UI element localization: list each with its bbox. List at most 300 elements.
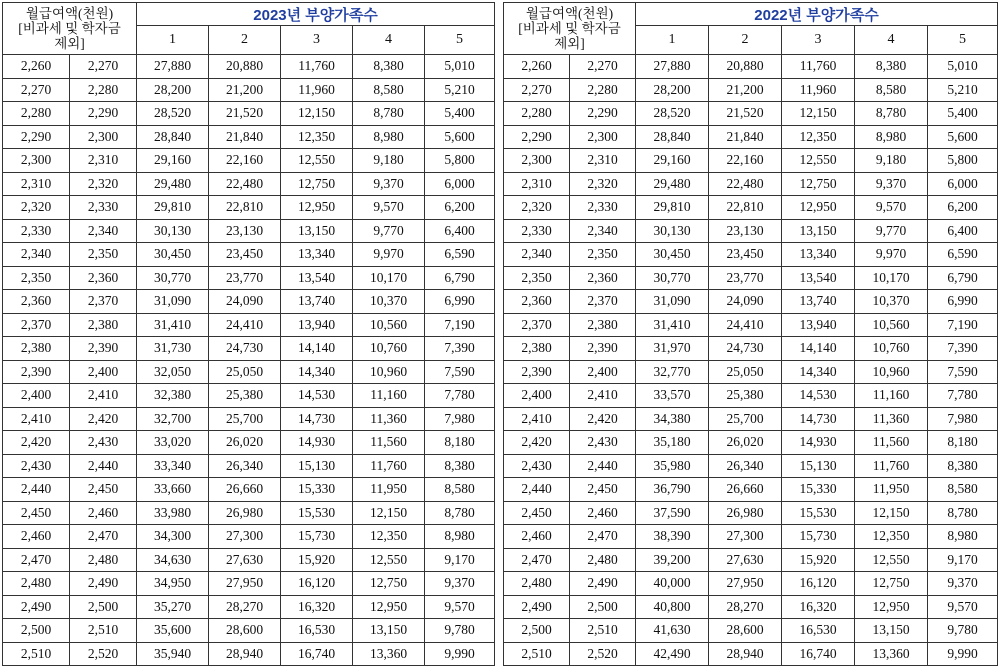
dependents-2-cell: 26,980 — [709, 501, 782, 525]
table-row — [504, 172, 998, 196]
dependents-3-cell: 13,940 — [281, 313, 353, 337]
range-to-cell: 2,280 — [570, 78, 636, 102]
dependents-4-cell: 9,770 — [353, 219, 425, 243]
range-from-cell: 2,260 — [3, 55, 70, 79]
dependents-5-cell: 7,390 — [425, 337, 495, 361]
range-to-cell: 2,310 — [570, 149, 636, 173]
dependents-4-cell: 12,150 — [353, 501, 425, 525]
range-to-cell: 2,270 — [570, 55, 636, 79]
dependents-4-cell: 8,580 — [353, 78, 425, 102]
dependents-3-cell: 15,530 — [782, 501, 855, 525]
table-row — [504, 384, 998, 408]
range-from-cell: 2,480 — [3, 572, 70, 596]
dependents-2-cell: 22,160 — [709, 149, 782, 173]
range-to-cell: 2,290 — [70, 102, 137, 126]
dependents-1-cell: 39,200 — [636, 548, 709, 572]
range-from-cell: 2,440 — [504, 478, 570, 502]
range-to-cell: 2,350 — [70, 243, 137, 267]
range-to-cell: 2,410 — [70, 384, 137, 408]
range-from-cell: 2,460 — [3, 525, 70, 549]
dependents-4-cell: 10,560 — [353, 313, 425, 337]
range-to-cell: 2,520 — [570, 642, 636, 666]
dependents-3-cell: 14,730 — [782, 407, 855, 431]
dependents-4-cell: 11,760 — [855, 454, 928, 478]
salary-header-line3: 제외] — [554, 36, 585, 51]
dependents-2-cell: 23,770 — [209, 266, 281, 290]
dependents-3-cell: 13,740 — [782, 290, 855, 314]
dependents-4-cell: 10,560 — [855, 313, 928, 337]
table-row — [3, 266, 495, 290]
dependents-4-cell: 12,950 — [855, 595, 928, 619]
dependents-3-cell: 16,320 — [281, 595, 353, 619]
range-from-cell: 2,340 — [3, 243, 70, 267]
dependents-1-cell: 29,810 — [636, 196, 709, 220]
dependents-3-cell: 12,550 — [281, 149, 353, 173]
dependents-2-cell: 26,020 — [709, 431, 782, 455]
dependents-2-cell: 27,630 — [709, 548, 782, 572]
dependents-1-cell: 30,770 — [137, 266, 209, 290]
salary-header-line2: [비과세 및 학자금 — [18, 21, 121, 36]
dependents-5-cell: 5,400 — [425, 102, 495, 126]
range-to-cell: 2,490 — [570, 572, 636, 596]
range-from-cell: 2,430 — [3, 454, 70, 478]
dependents-5-cell: 8,380 — [928, 454, 998, 478]
dependents-4-cell: 9,970 — [353, 243, 425, 267]
dependents-3-cell: 14,930 — [782, 431, 855, 455]
dependents-2-cell: 20,880 — [209, 55, 281, 79]
range-from-cell: 2,290 — [504, 125, 570, 149]
dependents-5-cell: 9,570 — [425, 595, 495, 619]
dependents-4-cell: 8,780 — [353, 102, 425, 126]
dependents-4-cell: 11,560 — [855, 431, 928, 455]
range-to-cell: 2,370 — [70, 290, 137, 314]
dependents-4-cell: 10,170 — [353, 266, 425, 290]
dependents-1-cell: 28,840 — [137, 125, 209, 149]
dependents-3-cell: 11,960 — [281, 78, 353, 102]
dependents-2-cell: 26,340 — [209, 454, 281, 478]
dependents-1-cell: 33,980 — [137, 501, 209, 525]
dependents-1-cell: 31,970 — [636, 337, 709, 361]
range-from-cell: 2,350 — [3, 266, 70, 290]
dependents-5-cell: 7,780 — [425, 384, 495, 408]
dependents-4-cell: 13,360 — [855, 642, 928, 666]
dependents-2-cell: 24,090 — [209, 290, 281, 314]
dependents-5-cell: 6,000 — [425, 172, 495, 196]
range-to-cell: 2,390 — [70, 337, 137, 361]
range-from-cell: 2,460 — [504, 525, 570, 549]
range-to-cell: 2,420 — [70, 407, 137, 431]
dependents-4-cell: 11,360 — [855, 407, 928, 431]
range-to-cell: 2,380 — [70, 313, 137, 337]
range-to-cell: 2,330 — [70, 196, 137, 220]
range-from-cell: 2,470 — [504, 548, 570, 572]
dependents-5-cell: 6,400 — [928, 219, 998, 243]
range-to-cell: 2,470 — [570, 525, 636, 549]
dependents-2-cell: 23,130 — [209, 219, 281, 243]
dependents-1-cell: 31,410 — [636, 313, 709, 337]
dependents-1-cell: 40,000 — [636, 572, 709, 596]
dependents-4-cell: 9,370 — [855, 172, 928, 196]
range-from-cell: 2,390 — [3, 360, 70, 384]
dependents-2-cell: 28,270 — [709, 595, 782, 619]
dependents-4-cell: 12,950 — [353, 595, 425, 619]
dependents-1-cell: 28,520 — [137, 102, 209, 126]
table-row — [504, 595, 998, 619]
dependents-5-cell: 5,600 — [928, 125, 998, 149]
dependents-3-cell: 15,920 — [782, 548, 855, 572]
dependents-4-cell: 12,550 — [353, 548, 425, 572]
table-row — [3, 219, 495, 243]
table-row — [504, 407, 998, 431]
range-to-cell: 2,290 — [570, 102, 636, 126]
dependents-2-cell: 21,840 — [709, 125, 782, 149]
dependents-header-4: 4 — [353, 26, 425, 55]
range-to-cell: 2,270 — [70, 55, 137, 79]
dependents-2-cell: 28,600 — [709, 619, 782, 643]
dependents-2-cell: 24,410 — [209, 313, 281, 337]
dependents-3-cell: 12,150 — [281, 102, 353, 126]
dependents-5-cell: 8,780 — [928, 501, 998, 525]
dependents-3-cell: 14,530 — [281, 384, 353, 408]
dependents-2-cell: 23,130 — [709, 219, 782, 243]
dependents-1-cell: 34,300 — [137, 525, 209, 549]
table-row — [504, 337, 998, 361]
dependents-1-cell: 28,840 — [636, 125, 709, 149]
dependents-2-cell: 23,450 — [709, 243, 782, 267]
dependents-1-cell: 29,160 — [137, 149, 209, 173]
salary-header-line2: [비과세 및 학자금 — [518, 21, 621, 36]
dependents-3-cell: 13,340 — [782, 243, 855, 267]
dependents-4-cell: 8,380 — [353, 55, 425, 79]
dependents-2-cell: 22,480 — [209, 172, 281, 196]
table-row — [3, 313, 495, 337]
dependents-5-cell: 9,570 — [928, 595, 998, 619]
dependents-3-cell: 15,920 — [281, 548, 353, 572]
dependents-5-cell: 8,580 — [425, 478, 495, 502]
range-from-cell: 2,290 — [3, 125, 70, 149]
dependents-4-cell: 13,150 — [855, 619, 928, 643]
dependents-3-cell: 15,730 — [782, 525, 855, 549]
dependents-4-cell: 12,350 — [855, 525, 928, 549]
dependents-1-cell: 34,380 — [636, 407, 709, 431]
table-title: 2022년 부양가족수 — [636, 3, 998, 26]
dependents-5-cell: 5,800 — [928, 149, 998, 173]
dependents-4-cell: 9,370 — [353, 172, 425, 196]
dependents-2-cell: 27,950 — [209, 572, 281, 596]
range-from-cell: 2,490 — [3, 595, 70, 619]
dependents-1-cell: 31,730 — [137, 337, 209, 361]
table-row — [3, 243, 495, 267]
dependents-3-cell: 16,120 — [281, 572, 353, 596]
dependents-header-2: 2 — [209, 26, 281, 55]
dependents-5-cell: 6,990 — [928, 290, 998, 314]
range-to-cell: 2,480 — [570, 548, 636, 572]
table-row — [3, 642, 495, 666]
dependents-2-cell: 21,200 — [709, 78, 782, 102]
dependents-4-cell: 12,350 — [353, 525, 425, 549]
dependents-2-cell: 27,300 — [209, 525, 281, 549]
dependents-5-cell: 7,190 — [928, 313, 998, 337]
range-to-cell: 2,300 — [70, 125, 137, 149]
table-row — [3, 548, 495, 572]
dependents-4-cell: 9,570 — [353, 196, 425, 220]
range-to-cell: 2,480 — [70, 548, 137, 572]
range-to-cell: 2,300 — [570, 125, 636, 149]
range-from-cell: 2,420 — [3, 431, 70, 455]
dependents-3-cell: 16,320 — [782, 595, 855, 619]
dependents-2-cell: 21,200 — [209, 78, 281, 102]
dependents-5-cell: 5,010 — [425, 55, 495, 79]
table-row — [3, 360, 495, 384]
range-from-cell: 2,310 — [504, 172, 570, 196]
table-row — [504, 102, 998, 126]
range-from-cell: 2,370 — [504, 313, 570, 337]
dependents-5-cell: 6,590 — [425, 243, 495, 267]
table-row — [504, 78, 998, 102]
dependents-1-cell: 33,340 — [137, 454, 209, 478]
range-from-cell: 2,380 — [3, 337, 70, 361]
table-row — [504, 454, 998, 478]
dependents-3-cell: 12,350 — [782, 125, 855, 149]
dependents-3-cell: 15,130 — [782, 454, 855, 478]
dependents-1-cell: 29,160 — [636, 149, 709, 173]
dependents-3-cell: 11,960 — [782, 78, 855, 102]
dependents-5-cell: 6,400 — [425, 219, 495, 243]
dependents-4-cell: 11,560 — [353, 431, 425, 455]
range-from-cell: 2,330 — [504, 219, 570, 243]
dependents-header-4: 4 — [855, 26, 928, 55]
dependents-1-cell: 34,630 — [137, 548, 209, 572]
dependents-3-cell: 13,940 — [782, 313, 855, 337]
dependents-2-cell: 27,630 — [209, 548, 281, 572]
dependents-2-cell: 24,090 — [709, 290, 782, 314]
table-row — [3, 619, 495, 643]
dependents-5-cell: 7,590 — [928, 360, 998, 384]
dependents-3-cell: 16,740 — [281, 642, 353, 666]
range-from-cell: 2,490 — [504, 595, 570, 619]
dependents-5-cell: 8,180 — [928, 431, 998, 455]
range-from-cell: 2,370 — [3, 313, 70, 337]
dependents-header-3: 3 — [281, 26, 353, 55]
dependents-5-cell: 9,780 — [928, 619, 998, 643]
range-from-cell: 2,320 — [3, 196, 70, 220]
dependents-1-cell: 34,950 — [137, 572, 209, 596]
dependents-5-cell: 5,210 — [928, 78, 998, 102]
range-to-cell: 2,470 — [70, 525, 137, 549]
range-from-cell: 2,410 — [504, 407, 570, 431]
dependents-1-cell: 32,770 — [636, 360, 709, 384]
table-row — [504, 619, 998, 643]
dependents-1-cell: 27,880 — [636, 55, 709, 79]
range-to-cell: 2,320 — [570, 172, 636, 196]
range-from-cell: 2,450 — [3, 501, 70, 525]
range-from-cell: 2,330 — [3, 219, 70, 243]
table-row — [3, 149, 495, 173]
dependents-5-cell: 9,170 — [928, 548, 998, 572]
table-row — [504, 548, 998, 572]
range-to-cell: 2,500 — [570, 595, 636, 619]
range-to-cell: 2,380 — [570, 313, 636, 337]
range-to-cell: 2,360 — [570, 266, 636, 290]
dependents-1-cell: 33,660 — [137, 478, 209, 502]
table-row — [3, 384, 495, 408]
dependents-4-cell: 8,580 — [855, 78, 928, 102]
dependents-3-cell: 15,130 — [281, 454, 353, 478]
dependents-5-cell: 6,790 — [928, 266, 998, 290]
dependents-1-cell: 29,810 — [137, 196, 209, 220]
dependents-5-cell: 7,390 — [928, 337, 998, 361]
dependents-1-cell: 35,600 — [137, 619, 209, 643]
dependents-2-cell: 26,660 — [709, 478, 782, 502]
dependents-4-cell: 9,770 — [855, 219, 928, 243]
dependents-3-cell: 16,530 — [782, 619, 855, 643]
dependents-5-cell: 7,190 — [425, 313, 495, 337]
table-row — [3, 525, 495, 549]
dependents-header-2: 2 — [709, 26, 782, 55]
dependents-2-cell: 26,340 — [709, 454, 782, 478]
dependents-2-cell: 22,480 — [709, 172, 782, 196]
dependents-5-cell: 5,800 — [425, 149, 495, 173]
range-from-cell: 2,340 — [504, 243, 570, 267]
range-from-cell: 2,260 — [504, 55, 570, 79]
table-row — [504, 290, 998, 314]
dependents-3-cell: 13,340 — [281, 243, 353, 267]
dependents-1-cell: 31,090 — [137, 290, 209, 314]
table-row — [504, 572, 998, 596]
dependents-2-cell: 28,940 — [209, 642, 281, 666]
dependents-3-cell: 16,740 — [782, 642, 855, 666]
range-to-cell: 2,440 — [570, 454, 636, 478]
dependents-2-cell: 28,270 — [209, 595, 281, 619]
dependents-1-cell: 30,450 — [137, 243, 209, 267]
dependents-2-cell: 26,020 — [209, 431, 281, 455]
dependents-header-5: 5 — [425, 26, 495, 55]
dependents-2-cell: 25,050 — [709, 360, 782, 384]
dependents-4-cell: 11,950 — [353, 478, 425, 502]
dependents-1-cell: 33,020 — [137, 431, 209, 455]
range-from-cell: 2,430 — [504, 454, 570, 478]
range-to-cell: 2,320 — [70, 172, 137, 196]
dependents-3-cell: 12,750 — [281, 172, 353, 196]
range-to-cell: 2,400 — [570, 360, 636, 384]
dependents-5-cell: 7,590 — [425, 360, 495, 384]
range-from-cell: 2,300 — [504, 149, 570, 173]
table-row — [504, 196, 998, 220]
dependents-1-cell: 33,570 — [636, 384, 709, 408]
range-from-cell: 2,400 — [504, 384, 570, 408]
range-to-cell: 2,310 — [70, 149, 137, 173]
table-row — [3, 337, 495, 361]
table-row — [504, 642, 998, 666]
table-row — [3, 407, 495, 431]
dependents-4-cell: 9,970 — [855, 243, 928, 267]
dependents-1-cell: 35,980 — [636, 454, 709, 478]
table-row — [504, 360, 998, 384]
dependents-5-cell: 9,370 — [425, 572, 495, 596]
dependents-4-cell: 12,750 — [353, 572, 425, 596]
dependents-2-cell: 26,660 — [209, 478, 281, 502]
tax-table-2023 — [2, 2, 495, 666]
dependents-1-cell: 30,770 — [636, 266, 709, 290]
range-from-cell: 2,310 — [3, 172, 70, 196]
dependents-3-cell: 16,530 — [281, 619, 353, 643]
range-from-cell: 2,360 — [504, 290, 570, 314]
table-row — [504, 55, 998, 79]
dependents-4-cell: 11,950 — [855, 478, 928, 502]
dependents-2-cell: 24,730 — [709, 337, 782, 361]
dependents-5-cell: 6,590 — [928, 243, 998, 267]
table-row — [504, 125, 998, 149]
table-row — [504, 266, 998, 290]
dependents-3-cell: 13,740 — [281, 290, 353, 314]
table-row — [3, 454, 495, 478]
range-to-cell: 2,420 — [570, 407, 636, 431]
range-to-cell: 2,390 — [570, 337, 636, 361]
range-from-cell: 2,500 — [3, 619, 70, 643]
dependents-3-cell: 14,340 — [782, 360, 855, 384]
range-from-cell: 2,320 — [504, 196, 570, 220]
dependents-4-cell: 9,570 — [855, 196, 928, 220]
range-from-cell: 2,410 — [3, 407, 70, 431]
table-row — [3, 595, 495, 619]
dependents-2-cell: 25,700 — [209, 407, 281, 431]
dependents-5-cell: 7,980 — [425, 407, 495, 431]
dependents-2-cell: 23,450 — [209, 243, 281, 267]
dependents-2-cell: 23,770 — [709, 266, 782, 290]
table-row — [3, 55, 495, 79]
dependents-4-cell: 12,550 — [855, 548, 928, 572]
table-row — [504, 525, 998, 549]
range-from-cell: 2,380 — [504, 337, 570, 361]
dependents-1-cell: 28,200 — [137, 78, 209, 102]
salary-range-header — [3, 3, 137, 55]
dependents-3-cell: 13,150 — [782, 219, 855, 243]
dependents-3-cell: 13,540 — [782, 266, 855, 290]
dependents-3-cell: 12,950 — [782, 196, 855, 220]
dependents-1-cell: 32,380 — [137, 384, 209, 408]
dependents-1-cell: 40,800 — [636, 595, 709, 619]
range-to-cell: 2,360 — [70, 266, 137, 290]
dependents-4-cell: 10,370 — [353, 290, 425, 314]
table-row — [3, 196, 495, 220]
dependents-5-cell: 9,370 — [928, 572, 998, 596]
table-row — [3, 125, 495, 149]
dependents-3-cell: 12,550 — [782, 149, 855, 173]
dependents-2-cell: 21,520 — [209, 102, 281, 126]
dependents-1-cell: 35,940 — [137, 642, 209, 666]
dependents-5-cell: 8,380 — [425, 454, 495, 478]
dependents-5-cell: 8,980 — [928, 525, 998, 549]
dependents-3-cell: 14,730 — [281, 407, 353, 431]
table-row — [504, 149, 998, 173]
salary-header-line1: 월급여액(천원) — [25, 6, 114, 21]
range-to-cell: 2,430 — [570, 431, 636, 455]
range-to-cell: 2,460 — [570, 501, 636, 525]
dependents-3-cell: 11,760 — [782, 55, 855, 79]
dependents-4-cell: 8,780 — [855, 102, 928, 126]
dependents-3-cell: 15,530 — [281, 501, 353, 525]
range-from-cell: 2,280 — [3, 102, 70, 126]
dependents-3-cell: 15,330 — [782, 478, 855, 502]
dependents-4-cell: 10,370 — [855, 290, 928, 314]
dependents-1-cell: 32,050 — [137, 360, 209, 384]
dependents-5-cell: 7,980 — [928, 407, 998, 431]
dependents-4-cell: 11,160 — [353, 384, 425, 408]
dependents-2-cell: 22,810 — [709, 196, 782, 220]
table-row — [504, 478, 998, 502]
dependents-2-cell: 28,600 — [209, 619, 281, 643]
dependents-header-1: 1 — [137, 26, 209, 55]
